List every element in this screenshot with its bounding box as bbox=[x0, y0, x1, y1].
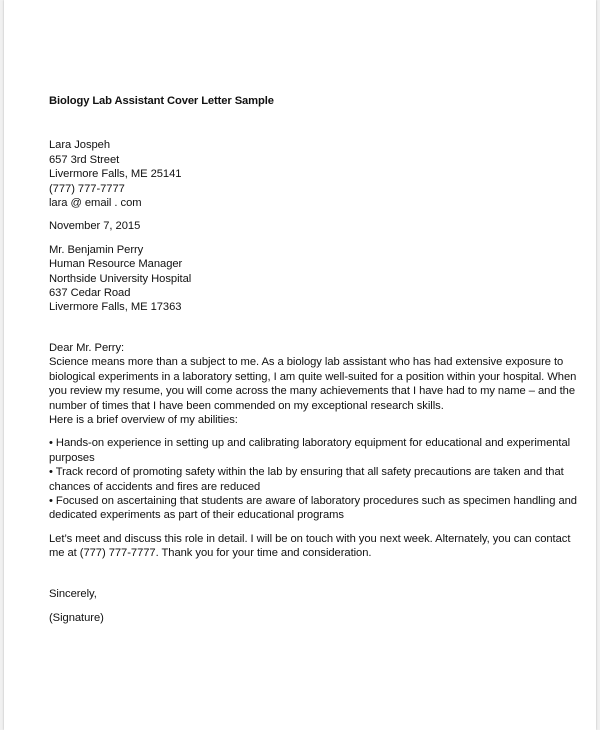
letter-content bbox=[49, 94, 577, 625]
sender-email: lara @ email . com bbox=[49, 197, 142, 210]
list-item bbox=[49, 465, 564, 494]
overview-intro: Here is a brief overview of my abilities: bbox=[49, 413, 238, 426]
list-item-line: • Track record of promoting safety within the lab by ensuring that all safety precautions are taken and that bbox=[49, 466, 564, 479]
paragraph-line: Science means more than a subject to me. As a biology lab assistant who has had extensive exposure to bbox=[49, 356, 564, 369]
recipient-address bbox=[49, 243, 559, 315]
list-item-line: dedicated experiments as part of their educational programs bbox=[49, 509, 344, 522]
paragraph-line: number of times that I have been commended on my exceptional research skills. bbox=[49, 399, 444, 412]
signature-placeholder: (Signature) bbox=[49, 611, 104, 624]
list-item bbox=[49, 436, 571, 465]
list-item-line: chances of accidents and fires are reduced bbox=[49, 480, 261, 493]
sender-phone: (777) 777-7777 bbox=[49, 182, 125, 195]
paragraph-line: Let’s meet and discuss this role in detail. I will be on touch with you next week. Alternately, you can contact bbox=[49, 532, 571, 545]
abilities-list bbox=[49, 436, 577, 522]
recipient-city: Livermore Falls, ME 17363 bbox=[49, 301, 182, 314]
list-item-line: purposes bbox=[49, 451, 95, 464]
sign-off: Sincerely, bbox=[49, 587, 97, 600]
paragraph-line: me at (777) 777-7777. Thank you for your time and consideration. bbox=[49, 547, 372, 560]
paragraph-line: you review my resume, you will come across the many achievements that I have had to my name – and the bbox=[49, 385, 575, 398]
intro-paragraph bbox=[49, 355, 577, 413]
recipient-street: 637 Cedar Road bbox=[49, 287, 131, 300]
sender-name: Lara Jospeh bbox=[49, 139, 111, 152]
recipient-name: Mr. Benjamin Perry bbox=[49, 243, 144, 256]
list-item-line: • Hands-on experience in setting up and calibrating laboratory equipment for educational and experimental bbox=[49, 437, 571, 450]
recipient-company: Northside University Hospital bbox=[49, 272, 192, 285]
list-item-line: • Focused on ascertaining that students are aware of laboratory procedures such as specimen handling and bbox=[49, 494, 577, 507]
document-title: Biology Lab Assistant Cover Letter Sample bbox=[49, 95, 274, 107]
salutation: Dear Mr. Perry: bbox=[49, 341, 125, 354]
recipient-position: Human Resource Manager bbox=[49, 258, 183, 271]
letter-date: November 7, 2015 bbox=[49, 220, 141, 233]
sender-address bbox=[49, 138, 559, 210]
closing-paragraph bbox=[49, 532, 571, 561]
document-page bbox=[4, 0, 596, 730]
paragraph-line: biological experiments in a laboratory setting, I am quite well-suited for a position within your hospital. When bbox=[49, 370, 577, 383]
list-item bbox=[49, 494, 577, 523]
sender-city: Livermore Falls, ME 25141 bbox=[49, 168, 182, 181]
sender-street: 657 3rd Street bbox=[49, 153, 120, 166]
